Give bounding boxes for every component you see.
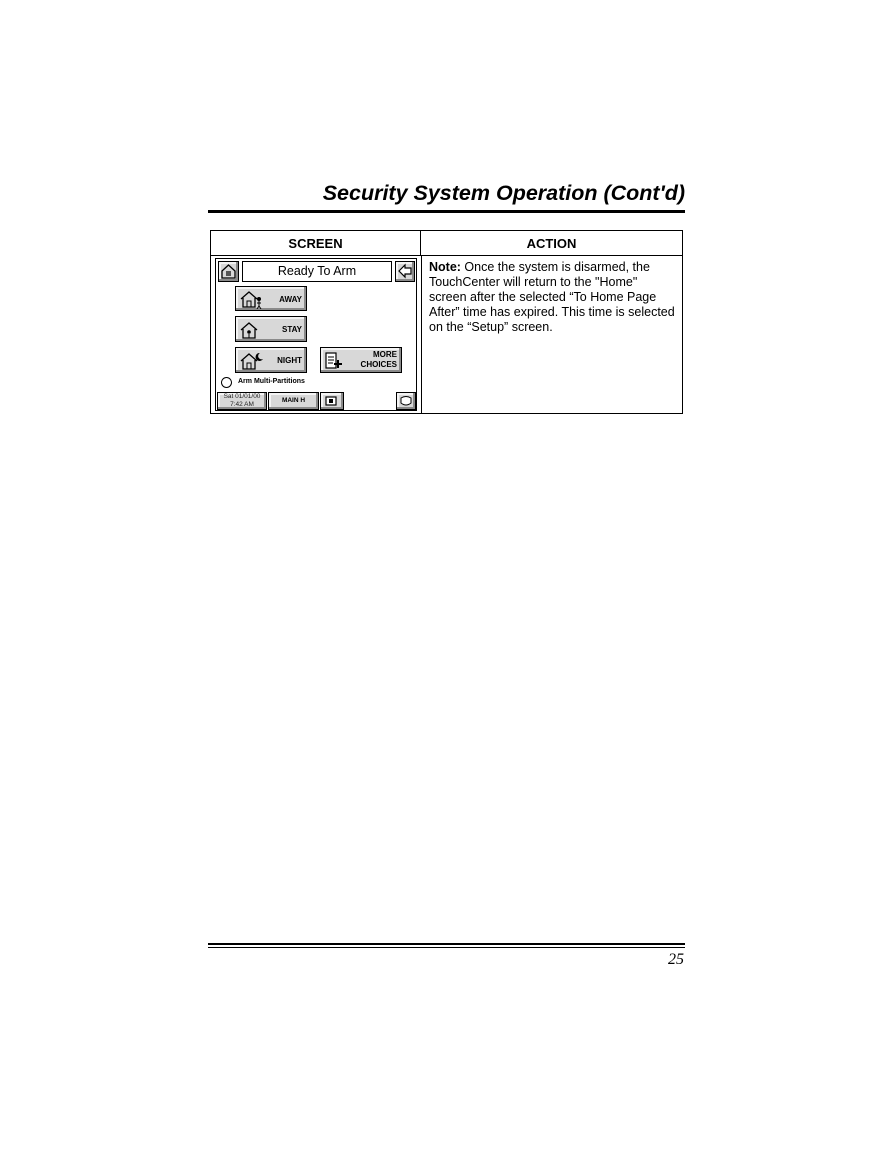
- more-choices-icon: [324, 351, 344, 371]
- touchscreen-image: [215, 258, 417, 411]
- stay-label: STAY: [281, 325, 302, 334]
- clock-button[interactable]: [217, 392, 267, 410]
- footer-rule-thin: [208, 947, 685, 948]
- page-number: 25: [668, 951, 684, 968]
- house-away-icon: [239, 289, 263, 309]
- screen-column-header: SCREEN: [211, 231, 421, 256]
- note-label: Note:: [429, 260, 461, 274]
- house-night-icon: [239, 351, 265, 371]
- partition-label: MAIN H: [281, 397, 306, 404]
- multi-partitions-label: Arm Multi-Partitions: [238, 378, 305, 385]
- status-display: Ready To Arm: [242, 261, 392, 282]
- action-note: [429, 260, 677, 335]
- house-stay-icon: [239, 320, 263, 340]
- away-label: AWAY: [279, 295, 302, 304]
- shield-button[interactable]: [396, 392, 416, 410]
- security-home-icon: [220, 263, 237, 280]
- more-choices-button[interactable]: [320, 347, 402, 373]
- speaker-button[interactable]: [320, 392, 344, 410]
- clock-date: Sat 01/01/00: [223, 393, 261, 400]
- title-rule: [208, 210, 685, 213]
- night-label: NIGHT: [277, 356, 302, 365]
- partition-button[interactable]: [268, 392, 319, 410]
- stay-button[interactable]: [235, 316, 307, 342]
- more-label-line1: MORE: [373, 350, 397, 359]
- back-arrow-icon: [397, 263, 413, 279]
- note-text: Once the system is disarmed, the TouchCenter will return to the "Home" screen after the selected “To Home Page After” time has expired. This time is selected on the “Setup” screen.: [429, 260, 675, 334]
- page-title: Security System Operation (Cont'd): [322, 181, 685, 205]
- back-button[interactable]: [395, 261, 415, 282]
- security-home-button[interactable]: [218, 261, 239, 282]
- night-button[interactable]: [235, 347, 307, 373]
- instruction-table: [210, 230, 683, 414]
- action-column-header: ACTION: [421, 231, 682, 256]
- more-label-line2: CHOICES: [360, 360, 397, 369]
- speaker-icon: [324, 395, 340, 407]
- multi-partitions-radio[interactable]: [221, 377, 232, 388]
- more-choices-label: [361, 350, 397, 370]
- shield-icon: [399, 395, 413, 407]
- away-button[interactable]: [235, 286, 307, 311]
- footer-rule: [208, 943, 685, 945]
- column-divider: [421, 256, 422, 413]
- clock-time: 7:42 AM: [230, 401, 254, 408]
